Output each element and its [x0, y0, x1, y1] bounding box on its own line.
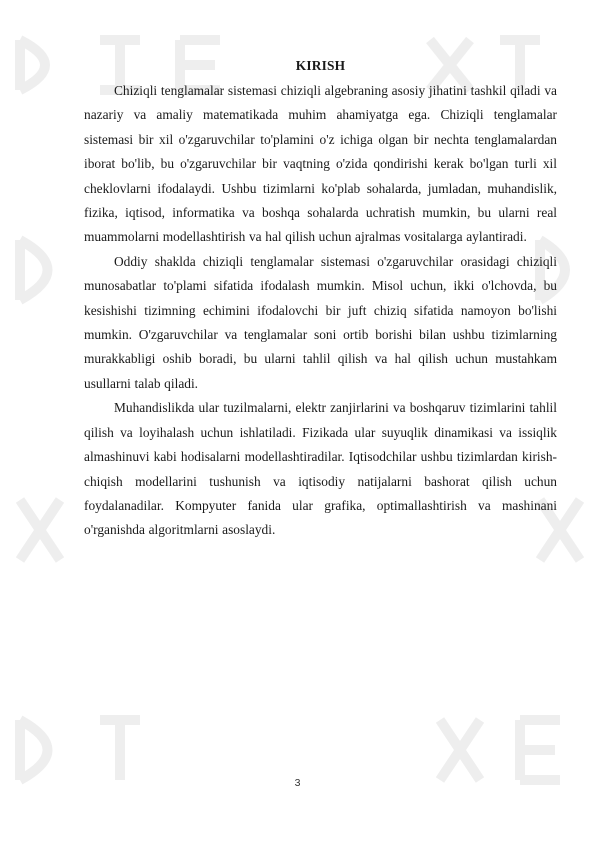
page-number: 3 [294, 777, 301, 789]
paragraph-2: Oddiy shaklda chiziqli tenglamalar sistemasi o'zgaruvchilar orasidagi chiziqli munosabatlar to'plami sifatida ifodalash mumkin. Misol uchun, ikki o'lchovda, bu kesishishi tizimning echimini ifodalovchi bir juft chiziq sifatida namoyon bo'lishi mumkin. O'zgaruvchilar va tenglamalar soni ortib borishi bilan ushbu tizimlarning murakkabligi oshib boradi, bu ularni tahlil qilish va hal qilish uchun mustahkam usullarni talab qiladi. [84, 253, 557, 391]
paragraph-1: Chiziqli tenglamalar sistemasi chiziqli algebraning asosiy jihatini tashkil qiladi va nazariy va amaliy matematikada muhim ahamiyatga ega. Chiziqli tenglamalar sistemasi bir xil o'zgaruvchilar to'plamini o'z ichiga olgan bir nechta tenglamalardan iborat bo'lib, bu o'zgaruvchilar bir vaqtning o'zida qondirishi kerak bo'lgan turli xil cheklovlarni ifodalaydi. Ushbu tizimlarni ko'plab sohalarda, jumladan, muhandislik, fizika, iqtisod, informatika va boshqa sohalarda uchratish mumkin, bu ularni real muammolarni modellashtirish va hal qilish uchun ajralmas vositalarga aylantiradi. [84, 83, 557, 245]
paragraph-3: Muhandislikda ular tuzilmalarni, elektr zanjirlarini va boshqaruv tizimlarini tahlil qilish va loyihalash uchun ishlatiladi. Fizikada ular suyuqlik dinamikasi va issiqlik almashinuvi kabi hodisalarni modellashtiradilar. Iqtisodchilar ushbu tizimlardan kirish-chiqish modellarini tushunish va iqtisodiy natijalarni bashorat qilish uchun foydalanadilar. Kompyuter fanida ular grafika, optimallashtirish va mashinani o'rganishda algoritmlarni asoslaydi. [84, 400, 557, 538]
document-body [84, 56, 557, 543]
section-title: KIRISH [295, 58, 346, 73]
